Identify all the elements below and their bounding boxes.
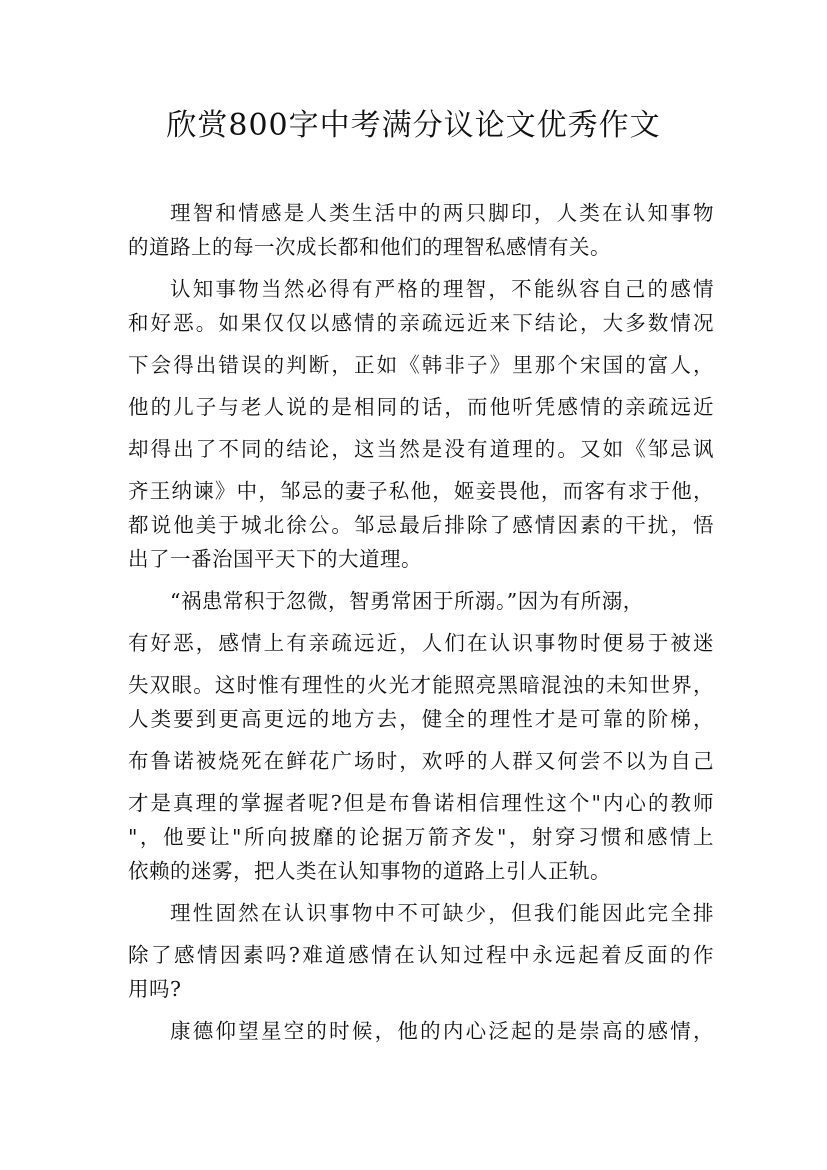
paragraph-line: 康德仰望星空的时候，他的内心泛起的是崇高的感情， — [170, 1019, 714, 1043]
paragraph-line: 出了一番治国平天下的大道理。 — [128, 547, 422, 571]
paragraph-line: 失双眼。这时惟有理性的火光才能照亮黑暗混浊的未知世界， — [128, 673, 714, 697]
paragraph-line: 理智和情感是人类生活中的两只脚印，人类在认知事物 — [170, 201, 714, 225]
paragraph-line: 有好恶，感情上有亲疏远近，人们在认识事物时便易于被迷 — [128, 631, 714, 655]
paragraph-line: “祸患常积于忽微，智勇常困于所溺。”因为有所溺， — [170, 589, 644, 613]
paragraph-line: 除了感情因素吗?难道感情在认知过程中永远起着反面的作 — [128, 943, 714, 967]
paragraph-line: 都说他美于城北徐公。邹忌最后排除了感情因素的干扰，悟 — [128, 513, 714, 537]
paragraph-line: 理性固然在认识事物中不可缺少，但我们能因此完全排 — [170, 901, 714, 925]
paragraph-line: 他的儿子与老人说的是相同的话，而他听凭感情的亲疏远近 — [128, 395, 714, 419]
document-title: 欣赏800字中考满分议论文优秀作文 — [166, 108, 661, 143]
paragraph-line: 下会得出错误的判断，正如《韩非子》里那个宋国的富人， — [128, 353, 714, 377]
paragraph-line: 认知事物当然必得有严格的理智，不能纵容自己的感情 — [170, 277, 714, 301]
paragraph-line: 和好恶。如果仅仅以感情的亲疏远近来下结论，大多数情况 — [128, 311, 714, 335]
paragraph-line: 却得出了不同的结论，这当然是没有道理的。又如《邹忌讽 — [128, 437, 714, 461]
paragraph-line: 人类要到更高更远的地方去，健全的理性才是可靠的阶梯， — [128, 707, 714, 731]
paragraph-line: 用吗? — [128, 977, 182, 1001]
paragraph-line: 依赖的迷雾，把人类在认知事物的道路上引人正轨。 — [128, 859, 611, 883]
paragraph-line: 才是真理的掌握者呢?但是布鲁诺相信理性这个"内心的教师 — [128, 791, 714, 815]
paragraph-line: 齐王纳谏》中，邹忌的妻子私他，姬妾畏他，而客有求于他， — [128, 479, 714, 503]
paragraph-line: 的道路上的每一次成长都和他们的理智私感情有关。 — [128, 235, 611, 259]
paragraph-line: "，他要让"所向披靡的论据万箭齐发"，射穿习惯和感情上 — [128, 825, 714, 849]
paragraph-line: 布鲁诺被烧死在鲜花广场时，欢呼的人群又何尝不以为自己 — [128, 749, 714, 773]
